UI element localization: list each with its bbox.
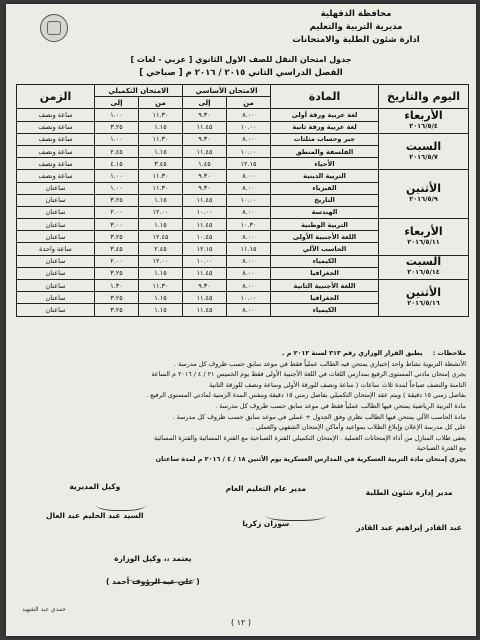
main-from-cell: ١٠.٠٠: [227, 194, 271, 206]
subject-cell: التاريخ: [271, 194, 379, 206]
comp-from-cell: ١٢.٠٠: [139, 206, 183, 218]
day-date-cell: [379, 219, 469, 256]
approval-name: ( علي عبد الرؤوف أحمد ): [106, 577, 200, 586]
subject-cell: التربية الدينية: [271, 170, 379, 182]
note-item: على كل مدرسة الإعلان وإبلاغ الطلاب بمواعيد وأماكن الإمتحان الشفهي والعملي .: [251, 423, 466, 432]
duration-cell: ساعة ونصف: [17, 133, 95, 145]
main-to-cell: ٩.٣٠: [183, 182, 227, 194]
main-to-cell: ١.٤٥: [183, 158, 227, 170]
main-from-cell: ٨.٠٠: [227, 304, 271, 316]
subject-cell: الجغرافيا: [271, 267, 379, 279]
comp-from-cell: ١.١٥: [139, 292, 183, 304]
main-from-cell: ١١.١٥: [227, 243, 271, 255]
main-from-cell: ٨.٠٠: [227, 255, 271, 267]
main-from-cell: ٨.٠٠: [227, 170, 271, 182]
handwritten-signature: [96, 496, 146, 511]
comp-to-cell: ١.٠٠: [95, 109, 139, 121]
comp-from-cell: ١١.٣٠: [139, 182, 183, 194]
comp-from-cell: ١٢.٠٠: [139, 255, 183, 267]
day-name: الأربعاء: [404, 109, 443, 123]
col-header-to: إلى: [183, 97, 227, 109]
subject-cell: الفلسفة والمنطق: [271, 145, 379, 157]
comp-to-cell: ٣.٢٥: [95, 292, 139, 304]
comp-from-cell: ١٢.٤٥: [139, 231, 183, 243]
day-date: ٢٠١٦/٥/١١: [407, 237, 440, 246]
comp-to-cell: ٣.٢٥: [95, 304, 139, 316]
subject-cell: اللغة الأجنبية الأولى: [271, 231, 379, 243]
comp-to-cell: ٣.٢٥: [95, 267, 139, 279]
main-to-cell: ١١.٤٥: [183, 292, 227, 304]
signature-title: مدير إدارة شئون الطلبة: [365, 488, 453, 497]
exam-schedule-table: [16, 84, 469, 317]
signature-title: مدير عام التعليم العام: [225, 484, 306, 493]
main-from-cell: ٨.٠٠: [227, 267, 271, 279]
signature-dept-director: [356, 488, 462, 532]
signature-name: سوزان زكريا: [242, 519, 290, 528]
main-from-cell: ١٠.٠٠: [227, 121, 271, 133]
comp-from-cell: ١١.٣٠: [139, 133, 183, 145]
col-header-from: من: [139, 97, 183, 109]
note-item: مادة الحاسب الآلي يمتحن فيها الطالب نظري وفق الجدول + عملي في موعد سابق حسب ظروف كل مدرسة .: [172, 412, 466, 421]
day-date-cell: [379, 255, 469, 279]
subject-cell: اللغة الأجنبية الثانية: [271, 280, 379, 292]
duration-cell: ساعتان: [17, 255, 95, 267]
credit-text: حمدي عبد الشهيد: [22, 606, 66, 613]
schedule-body: [17, 109, 469, 316]
document-title: جدول امتحان النقل للصف الاول الثانوي [ عربي - لغات ]: [130, 55, 352, 64]
handwritten-signature: [126, 572, 196, 583]
day-date: ٢٠١٦/٥/٤: [409, 122, 438, 131]
col-header-comp-exam: الامتحان التكميلي: [95, 85, 183, 97]
main-to-cell: ٩.٣٠: [183, 170, 227, 182]
signature-title: وكيل المديرية: [69, 482, 121, 491]
note-item: بفاصل زمني ١٥ دقيقة ) ويتم عقد الإمتحان التكميلي بفاصل زمني ١٥ دقيقة وبنفس المدة الزمنية لمادتي المستوى الرفيع .: [146, 391, 466, 400]
col-header-day: اليوم والتاريخ: [379, 85, 469, 109]
signature-name: السيد عبد الحليم عبد العال: [46, 511, 144, 520]
duration-cell: ساعة ونصف: [17, 109, 95, 121]
duration-cell: ساعة ونصف: [17, 170, 95, 182]
comp-to-cell: ١.٠٠: [95, 133, 139, 145]
duration-cell: ساعة ونصف: [17, 121, 95, 133]
notes-section: [16, 348, 466, 465]
comp-from-cell: ٢.٤٥: [139, 243, 183, 255]
comp-to-cell: ٣.٠٠: [95, 219, 139, 231]
duration-cell: ساعتان: [17, 267, 95, 279]
table-row: [17, 219, 469, 231]
col-header-subject: المادة: [271, 85, 379, 109]
subject-cell: لغة عربية ورقة أولى: [271, 109, 379, 121]
notes-decree: يطبق القرار الوزاري رقم ٣١٣ لسنة ٢٠١٢ م .: [282, 349, 423, 357]
day-name: السبت: [405, 255, 442, 269]
document-page: [6, 4, 476, 636]
main-to-cell: ١٠.٠٠: [183, 206, 227, 218]
duration-cell: ساعة ونصف: [17, 145, 95, 157]
comp-to-cell: ١.٠٠: [95, 170, 139, 182]
duration-cell: ساعتان: [17, 292, 95, 304]
signatures-block: [16, 482, 466, 612]
subject-cell: الأحياء: [271, 158, 379, 170]
header-department: ادارة شئون الطلبة والامتحانات: [292, 35, 420, 45]
comp-from-cell: ١.١٥: [139, 145, 183, 157]
subject-cell: الكيمياء: [271, 304, 379, 316]
comp-to-cell: ٣.٢٥: [95, 121, 139, 133]
emblem-icon: [40, 14, 68, 42]
subject-cell: الحاسب الآلي: [271, 243, 379, 255]
day-date: ٢٠١٦/٥/٧: [409, 152, 438, 161]
note-item: يجري إمتحان مادة التربية العسكرية في المدارس العسكرية يوم الأثنين ١٨ / ٤ / ٢٠١٦ م لمدة ساعتان: [155, 454, 466, 463]
subject-cell: جبر وحساب مثلثات: [271, 133, 379, 145]
subject-cell: التربية الوطنية: [271, 219, 379, 231]
page-number: ( ١٢ ): [231, 618, 251, 627]
duration-cell: ساعتان: [17, 194, 95, 206]
subject-cell: الهندسة: [271, 206, 379, 218]
main-from-cell: ١٠.٠٠: [227, 292, 271, 304]
duration-cell: ساعتان: [17, 304, 95, 316]
signature-name: عبد القادر إبراهيم عبد القادر: [356, 523, 462, 532]
main-to-cell: ١١.٤٥: [183, 145, 227, 157]
col-header-to: إلى: [95, 97, 139, 109]
main-from-cell: ٨.٠٠: [227, 182, 271, 194]
comp-from-cell: ١.١٥: [139, 219, 183, 231]
comp-to-cell: ٣.٢٥: [95, 231, 139, 243]
note-item: الثامنة والنصف صباحاً لمدة ثلاث ساعات ( ساعة ونصف للورقة الأولى وساعة ونصف للورقة الثانية: [208, 380, 466, 389]
comp-from-cell: ١١.٣٠: [139, 170, 183, 182]
comp-from-cell: ٣.٤٥: [139, 158, 183, 170]
main-to-cell: ١٠.٠٠: [183, 255, 227, 267]
main-to-cell: ١٢.١٥: [183, 243, 227, 255]
comp-to-cell: ٣.٢٥: [95, 194, 139, 206]
duration-cell: ساعة واحدة: [17, 243, 95, 255]
main-to-cell: ٩.٣٠: [183, 280, 227, 292]
day-date-cell: [379, 170, 469, 219]
day-date: ٢٠١٦/٥/١٤: [407, 268, 440, 277]
note-item: مع الفترة الصباحية: [416, 444, 466, 453]
col-header-from: من: [227, 97, 271, 109]
day-date: ٢٠١٦/٥/٩: [409, 195, 438, 204]
main-from-cell: ١٠.٣٠: [227, 219, 271, 231]
comp-to-cell: ٢.٠٠: [95, 206, 139, 218]
subject-cell: الجغرافيا: [271, 292, 379, 304]
comp-to-cell: ٢.٠٠: [95, 255, 139, 267]
main-from-cell: ٨.٠٠: [227, 206, 271, 218]
main-from-cell: ٨.٠٠: [227, 231, 271, 243]
duration-cell: ساعتان: [17, 182, 95, 194]
main-to-cell: ١١.٤٥: [183, 267, 227, 279]
comp-from-cell: ١١.٣٠: [139, 280, 183, 292]
main-from-cell: ١٠.٠٠: [227, 145, 271, 157]
main-to-cell: ٩.٣٠: [183, 109, 227, 121]
day-name: الأثنين: [406, 285, 441, 299]
comp-to-cell: ٤.١٥: [95, 158, 139, 170]
duration-cell: ساعتان: [17, 219, 95, 231]
note-item: الأنشطة التربوية نشاط واحد إختياري يمتحن فيه الطالب عملياً فقط في موعد سابق حسب ظروف كل مدرسة .: [174, 359, 466, 368]
notes-label: ملاحظات :: [432, 349, 466, 357]
main-from-cell: ٨.٠٠: [227, 109, 271, 121]
comp-to-cell: ١.٠٠: [95, 182, 139, 194]
comp-to-cell: ١.٣٠: [95, 280, 139, 292]
comp-to-cell: ٣.٤٥: [95, 243, 139, 255]
main-from-cell: ٨.٠٠: [227, 280, 271, 292]
day-date-cell: [379, 133, 469, 170]
day-name: السبت: [405, 139, 442, 153]
day-name: الأربعاء: [404, 224, 443, 238]
comp-from-cell: ١.١٥: [139, 194, 183, 206]
table-row: [17, 170, 469, 182]
table-row: [17, 280, 469, 292]
note-item: مادة التربية الرياضية يمتحن فيها الطالب عملياً فقط في موعد سابق حسب ظروف كل مدرسة .: [215, 401, 466, 410]
col-header-main-exam: الامتحان الأساسي: [183, 85, 271, 97]
comp-from-cell: ١.١٥: [139, 304, 183, 316]
note-item: يعفى طلاب المنازل من أداء الإمتحانات العملية . الإمتحان التكميلي الفترة الصباحية مع الفترة المسائية والفترة المسائية: [154, 433, 466, 442]
main-to-cell: ١٠.٤٥: [183, 231, 227, 243]
table-row: [17, 255, 469, 267]
day-date-cell: [379, 280, 469, 317]
day-date-cell: [379, 109, 469, 133]
handwritten-signature: [266, 508, 326, 521]
main-to-cell: ١١.٤٥: [183, 219, 227, 231]
main-to-cell: ١١.٤٥: [183, 304, 227, 316]
comp-from-cell: ١.١٥: [139, 121, 183, 133]
header-directorate: مديرية التربية والتعليم: [309, 22, 403, 32]
document-subtitle: الفصل الدراسي الثاني ٢٠١٥ / ٢٠١٦ م [ صباحي ]: [139, 68, 343, 78]
subject-cell: الفيزياء: [271, 182, 379, 194]
duration-cell: ساعة ونصف: [17, 158, 95, 170]
col-header-duration: الزمن: [17, 85, 95, 109]
duration-cell: ساعتان: [17, 231, 95, 243]
main-to-cell: ٩.٣٠: [183, 133, 227, 145]
subject-cell: لغة عربية ورقة ثانية: [271, 121, 379, 133]
comp-from-cell: ١١.٣٠: [139, 109, 183, 121]
day-name: الأثنين: [406, 182, 441, 196]
comp-to-cell: ٢.٤٥: [95, 145, 139, 157]
table-row: [17, 133, 469, 145]
main-to-cell: ١١.٤٥: [183, 194, 227, 206]
day-date: ٢٠١٦/٥/١٦: [407, 298, 440, 307]
comp-from-cell: ١.١٥: [139, 267, 183, 279]
header-governorate: محافظة الدقهلية: [320, 9, 392, 19]
main-from-cell: ١٢.١٥: [227, 158, 271, 170]
main-from-cell: ٨.٠٠: [227, 133, 271, 145]
signature-general-director: [226, 484, 306, 528]
note-item: يجري إمتحان مادتي المستوى الرفيع بمدارس اللغات في اللغة الأجنبية الأولى فقط يوم الخميس ٢١ / ٤ / ٢٠١٦ م الساعة: [151, 370, 466, 379]
duration-cell: ساعتان: [17, 280, 95, 292]
main-to-cell: ١١.٤٥: [183, 121, 227, 133]
table-row: [17, 109, 469, 121]
duration-cell: ساعتان: [17, 206, 95, 218]
header-block: [236, 8, 476, 47]
subject-cell: الكيمياء: [271, 255, 379, 267]
approval-title: يعتمد ،، وكيل الوزارة: [114, 554, 192, 563]
